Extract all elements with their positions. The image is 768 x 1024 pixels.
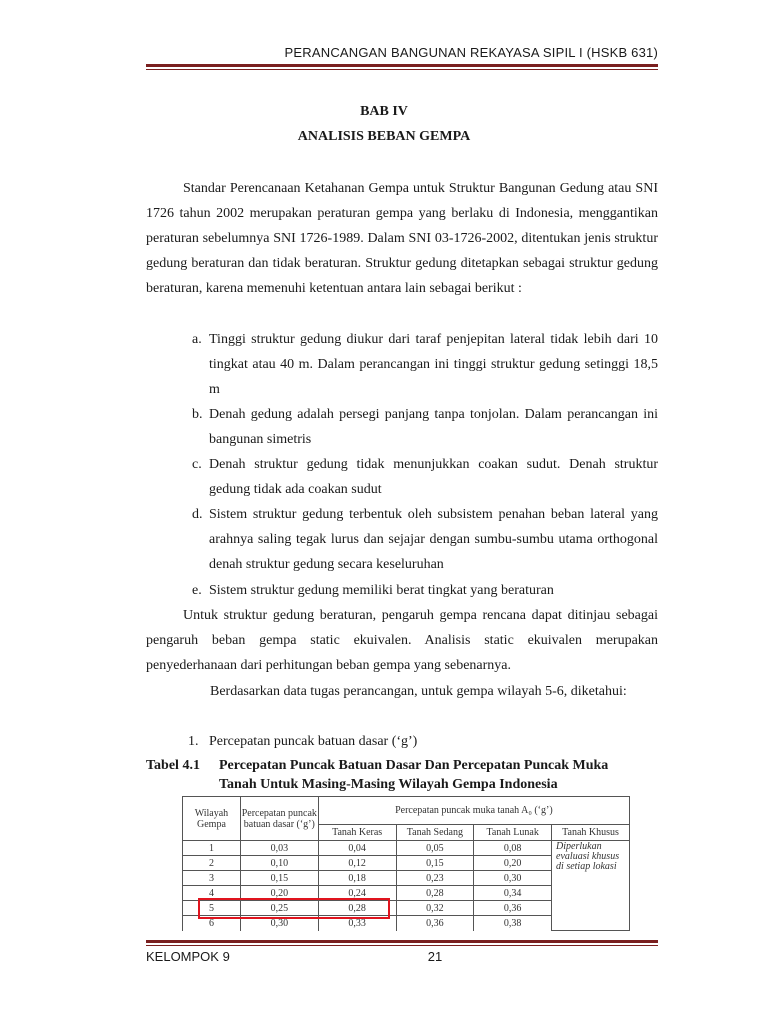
subheader-tanah-keras: Tanah Keras: [318, 825, 396, 841]
page-number: 21: [427, 949, 443, 964]
cell: 0,18: [318, 871, 396, 886]
cell: 0,33: [318, 916, 396, 931]
cell: 0,10: [240, 856, 318, 871]
cell: 0,34: [474, 886, 552, 901]
table-label: Tabel 4.1: [146, 758, 200, 773]
cell: 0,20: [474, 856, 552, 871]
static-analysis-paragraph: Untuk struktur gedung beraturan, pengaruh gempa rencana dapat ditinjau sebagai pengaruh beban gempa static ekuivalen. Analisis static ekuivalen merupakan penyederhanaan dari perhitungan beban gempa yang sebenarnya.: [146, 608, 658, 674]
cell: 0,08: [474, 841, 552, 856]
cell: 1: [183, 841, 241, 856]
table-row: [183, 841, 630, 856]
running-header: PERANCANGAN BANGUNAN REKAYASA SIPIL I (HSKB 631): [284, 45, 658, 60]
list-text: Sistem struktur gedung terbentuk oleh subsistem penahan beban lateral yang arahnya saling tegak lurus dan sejajar dengan sumbu-sumbu utama orthogonal denah struktur gedung secara keseluruhan: [209, 507, 658, 573]
list-text: Tinggi struktur gedung diukur dari taraf penjepitan lateral tidak lebih dari 10 tingkat atau 40 m. Dalam perancangan ini tinggi struktur gedung setinggi 18,5 m: [209, 332, 658, 398]
table-caption-line2: Tanah Untuk Masing-Masing Wilayah Gempa Indonesia: [219, 777, 558, 792]
cell: 0,23: [396, 871, 474, 886]
col-header-batuan: Percepatan puncak batuan dasar (‘g’): [240, 797, 318, 841]
cell: 0,24: [318, 886, 396, 901]
cell: 0,38: [474, 916, 552, 931]
cell: 3: [183, 871, 241, 886]
subheader-tanah-sedang: Tanah Sedang: [396, 825, 474, 841]
chapter-title: ANALISIS BEBAN GEMPA: [297, 129, 471, 144]
chapter-number: BAB IV: [360, 104, 408, 119]
cell: 0,20: [240, 886, 318, 901]
cell: 0,15: [396, 856, 474, 871]
list-marker: a.: [192, 332, 202, 347]
intro-paragraph: Standar Perencanaan Ketahanan Gempa untuk Struktur Bangunan Gedung atau SNI 1726 tahun 2002 merupakan peraturan gempa yang berlaku di Indonesia, menggantikan peraturan sebelumnya SNI 1726-1989. Dalam SNI 03-1726-2002, ditentukan jenis struktur gedung beraturan dan tidak beraturan. Struktur gedung ditetapkan sebagai struktur gedung beraturan, karena memenuhi ketentuan antara lain sebagai berikut :: [146, 181, 658, 297]
list-marker: e.: [192, 583, 202, 598]
cell: 0,30: [240, 916, 318, 931]
numbered-marker: 1.: [188, 734, 199, 749]
cell: 0,04: [318, 841, 396, 856]
cell: 0,15: [240, 871, 318, 886]
numbered-text: Percepatan puncak batuan dasar (‘g’): [209, 734, 418, 749]
cell: 4: [183, 886, 241, 901]
cell: 0,36: [396, 916, 474, 931]
header-rule: [146, 64, 658, 67]
group-header-muka-tanah: Percepatan puncak muka tanah A₀ (‘g’): [318, 797, 629, 825]
cell: 0,28: [318, 901, 396, 916]
data-paragraph: Berdasarkan data tugas perancangan, untuk gempa wilayah 5-6, diketahui:: [210, 684, 627, 699]
cell: 5: [183, 901, 241, 916]
list-marker: b.: [192, 407, 203, 422]
table-caption-line1: Percepatan Puncak Batuan Dasar Dan Percepatan Puncak Muka: [219, 758, 609, 773]
cell: 0,32: [396, 901, 474, 916]
cell: 0,12: [318, 856, 396, 871]
list-text: Denah gedung adalah persegi panjang tanpa tonjolan. Dalam perancangan ini bangunan simetris: [209, 407, 658, 448]
cell: 0,25: [240, 901, 318, 916]
cell: 0,03: [240, 841, 318, 856]
cell: 0,28: [396, 886, 474, 901]
cell: 0,36: [474, 901, 552, 916]
cell: 6: [183, 916, 241, 931]
col-header-wilayah: Wilayah Gempa: [183, 797, 241, 841]
khusus-note: Diperlukan evaluasi khusus di setiap lokasi: [552, 841, 630, 931]
header-rule-thin: [146, 69, 658, 70]
cell: 0,30: [474, 871, 552, 886]
footer-rule-thin: [146, 945, 658, 946]
list-text: Denah struktur gedung tidak menunjukkan coakan sudut. Denah struktur gedung tidak ada coakan sudut: [209, 457, 658, 498]
cell: 0,05: [396, 841, 474, 856]
cell: 2: [183, 856, 241, 871]
list-text: Sistem struktur gedung memiliki berat tingkat yang beraturan: [209, 583, 554, 598]
footer-rule: [146, 940, 658, 943]
subheader-tanah-lunak: Tanah Lunak: [474, 825, 552, 841]
footer-group: KELOMPOK 9: [146, 949, 230, 964]
highlight-box: [198, 898, 390, 919]
subheader-tanah-khusus: Tanah Khusus: [552, 825, 630, 841]
list-marker: c.: [192, 457, 202, 472]
list-marker: d.: [192, 507, 203, 522]
